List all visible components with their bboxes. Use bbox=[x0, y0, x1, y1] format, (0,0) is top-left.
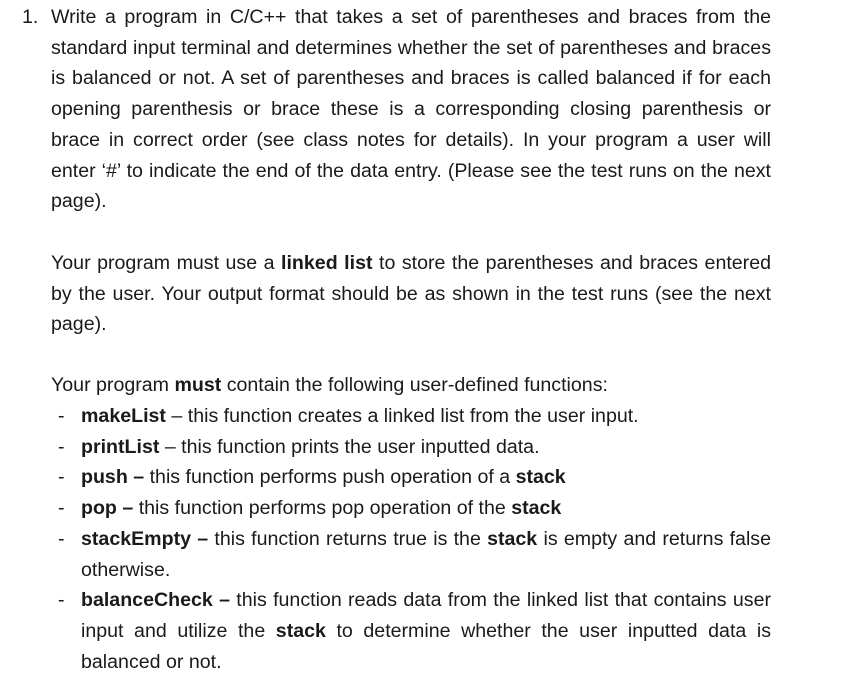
function-separator: – bbox=[127, 466, 150, 489]
function-separator: – bbox=[159, 435, 182, 458]
function-description-emphasis: stack bbox=[515, 466, 566, 489]
function-item-push bbox=[51, 462, 771, 493]
functions-intro-before: Your program bbox=[51, 374, 175, 396]
list-bullet: - bbox=[58, 497, 65, 520]
list-bullet: - bbox=[58, 405, 65, 427]
function-description: this function prints the user inputted data. bbox=[181, 435, 540, 458]
function-description-after: is empty and returns false otherwise. bbox=[81, 527, 771, 581]
function-separator: – bbox=[116, 497, 139, 520]
linked-list-text-after: to store the parentheses and braces entered by the user. Your output format should be as shown in the test runs (see the next page). bbox=[51, 252, 772, 336]
functions-intro-emphasis: must bbox=[174, 374, 222, 396]
function-description: this function performs pop operation of the bbox=[138, 497, 512, 520]
function-description-emphasis: stack bbox=[511, 497, 562, 520]
list-bullet: - bbox=[58, 589, 65, 612]
question-intro-paragraph: Write a program in C/C++ that takes a set of parentheses and braces from the standard input terminal and determines whether the set of parentheses and braces is balanced or not. A set of parentheses and braces is called balanced if for each opening parenthesis or brace these is a corresponding closing parenthesis or brace in correct order (see class notes for details). In your program a user will enter ‘#’ to indicate the end of the data entry. (Please see the test runs on the next page). bbox=[51, 6, 771, 213]
function-name: printList bbox=[81, 435, 160, 458]
list-bullet: - bbox=[58, 435, 65, 458]
function-item-pop bbox=[51, 493, 771, 524]
function-separator: – bbox=[212, 589, 237, 612]
linked-list-paragraph bbox=[51, 248, 771, 340]
function-description-emphasis: stack bbox=[487, 527, 538, 550]
function-separator: – bbox=[165, 405, 188, 427]
functions-intro-paragraph bbox=[51, 370, 771, 401]
function-name: makeList bbox=[81, 405, 166, 427]
functions-intro-after: contain the following user-defined functions: bbox=[221, 374, 608, 396]
function-item-makelist bbox=[51, 401, 771, 432]
function-description-emphasis: stack bbox=[275, 619, 326, 642]
function-item-printlist bbox=[51, 432, 771, 463]
function-separator: – bbox=[191, 527, 215, 550]
list-bullet: - bbox=[58, 527, 65, 550]
linked-list-text-before: Your program must use a bbox=[51, 252, 282, 274]
function-description: this function returns true is the bbox=[214, 527, 488, 550]
function-description-after: to determine whether the user inputted data is balanced or not. bbox=[81, 619, 772, 673]
function-item-stackempty bbox=[51, 524, 771, 585]
function-name: pop bbox=[81, 497, 117, 520]
function-name: balanceCheck bbox=[81, 589, 213, 612]
list-bullet: - bbox=[58, 466, 65, 489]
function-name: stackEmpty bbox=[81, 527, 191, 550]
function-description: this function performs push operation of a bbox=[149, 466, 516, 489]
function-item-balancecheck bbox=[51, 585, 771, 677]
function-list bbox=[51, 401, 771, 677]
function-description: this function reads data from the linked list that contains user input and utilize the bbox=[81, 589, 771, 642]
linked-list-emphasis: linked list bbox=[281, 252, 373, 274]
question-number: 1. bbox=[22, 6, 39, 28]
function-name: push bbox=[81, 466, 128, 489]
function-description: this function creates a linked list from the user input. bbox=[187, 405, 639, 427]
